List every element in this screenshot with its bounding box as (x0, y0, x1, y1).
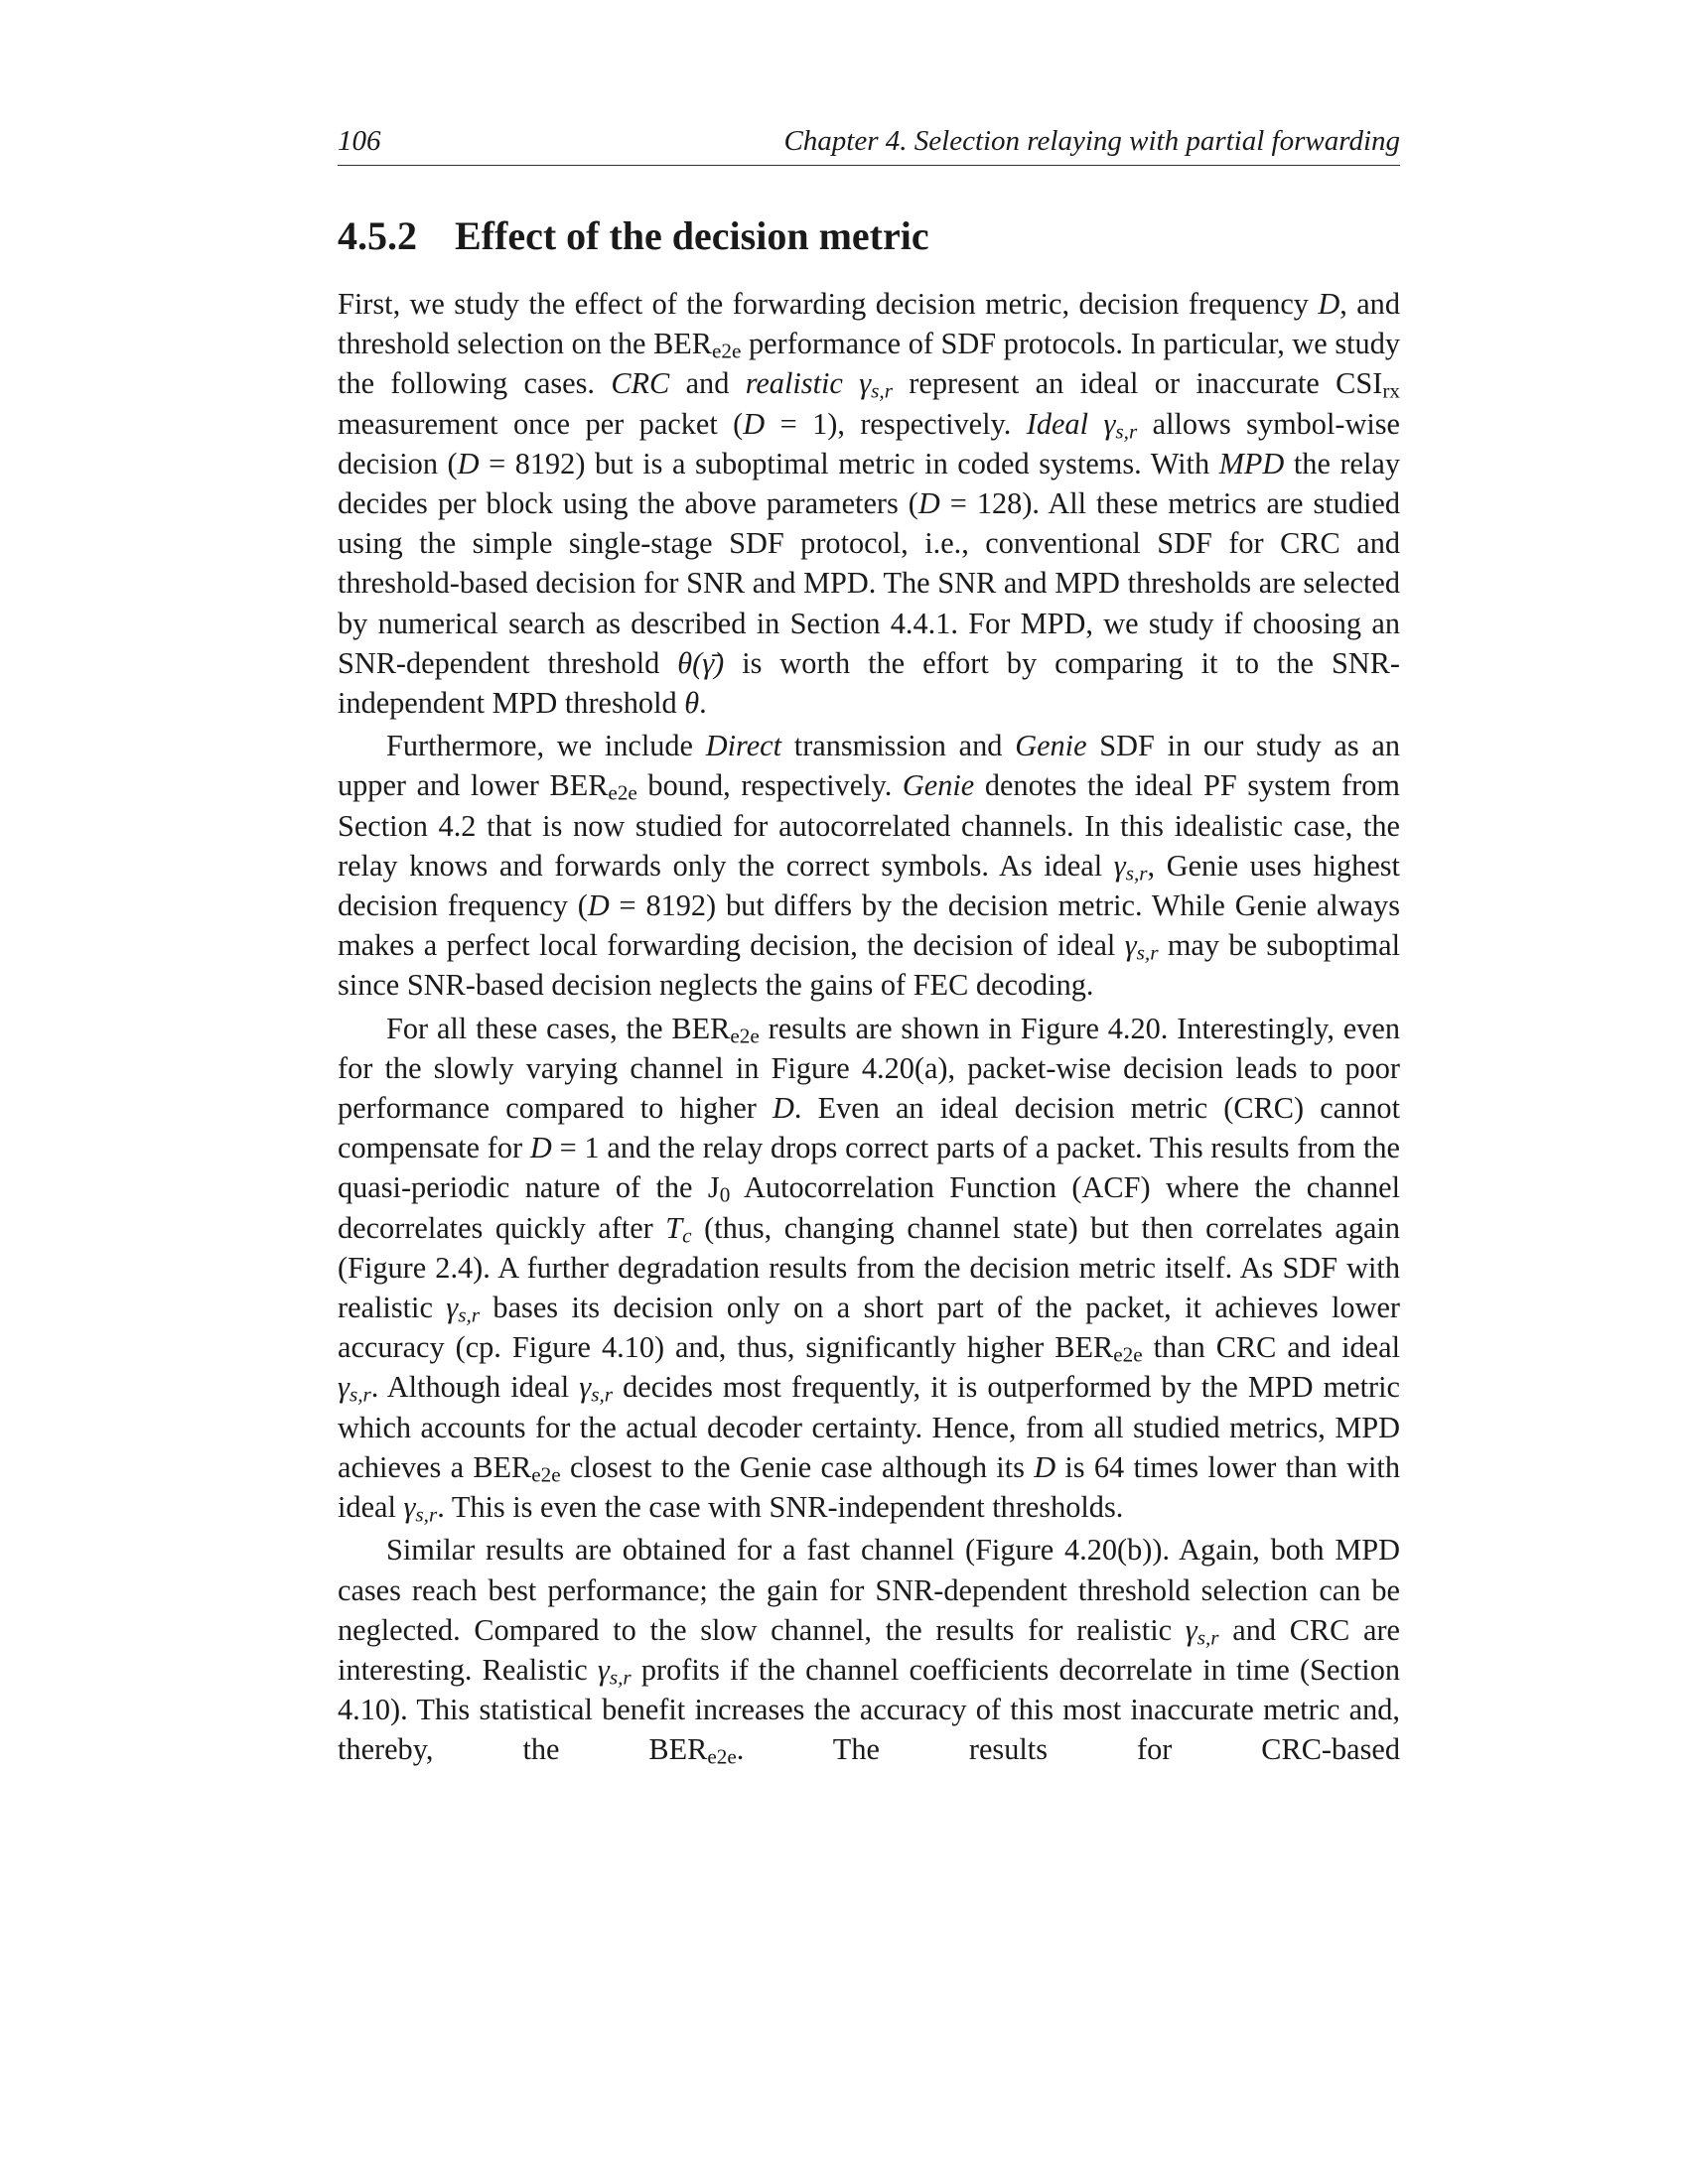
page-number: 106 (338, 125, 381, 157)
chapter-title: Chapter 4. Selection relaying with partial forwarding (783, 125, 1400, 157)
paragraph-2: Furthermore, we include Direct transmission and Genie SDF in our study as an upper and lower $BER_{e2e}$ bound, respectively. Genie denotes the ideal PF system from Section 4.2 that is now studied for autocorrelated channels. In this idealistic case, the relay knows and forwards only the correct symbols. As ideal $\gamma_{s,r}$, Genie uses highest decision frequency (D = 8192) but differs by the decision metric. While Genie always makes a perfect local forwarding decision, the decision of ideal $\gamma_{s,r}$ may be suboptimal since SNR-based decision neglects the gains of FEC decoding. (338, 729, 1401, 1003)
body-text (338, 284, 1400, 1773)
paragraph-3: For all these cases, the $BER_{e2e}$ results are shown in Figure 4.20. Interestingly, even for the slowly varying channel in Figure 4.20(a), packet-wise decision leads to poor performance compared to higher D. Even an ideal decision metric (CRC) cannot compensate for D = 1 and the relay drops correct parts of a packet. This results from the quasi-periodic nature of the $J_0$ Autocorrelation Function (ACF) where the channel decorrelates quickly after $T_c$ (thus, changing channel state) but then correlates again (Figure 2.4). A further degradation results from the decision metric itself. As SDF with realistic $\gamma_{s,r}$ bases its decision only on a short part of the packet, it achieves lower accuracy (cp. Figure 4.10) and, thus, significantly higher $BER_{e2e}$ than CRC and ideal $\gamma_{s,r}$. Although ideal $\gamma_{s,r}$ decides most frequently, it is outperformed by the MPD metric which accounts for the actual decoder certainty. Hence, from all studied metrics, MPD achieves a $BER_{e2e}$ closest to the Genie case although its D is 64 times lower than with ideal $\gamma_{s,r}$. This is even the case with SNR-independent thresholds. (338, 1011, 1401, 1527)
paragraph-1: First, we study the effect of the forwarding decision metric, decision frequency D, and threshold selection on the $BER_{e2e}$ performance of SDF protocols. In particular, we study the following cases. CRC and realistic $\gamma_{s,r}$ represent an ideal or inaccurate $CSI_{rx}$ measurement once per packet (D = 1), respectively. Ideal $\gamma_{s,r}$ allows symbol-wise decision (D = 8192) but is a suboptimal metric in coded systems. With MPD the relay decides per block using the above parameters (D = 128). All these metrics are studied using the simple single-stage SDF protocol, i.e., conventional SDF for CRC and threshold-based decision for SNR and MPD. The SNR and MPD thresholds are selected by numerical search as described in Section 4.4.1. For MPD, we study if choosing an SNR-dependent threshold θ(γ̄) is worth the effort by comparing it to the SNR-independent MPD threshold θ. (338, 287, 1401, 721)
section-number: 4.5.2 (338, 213, 417, 258)
section-title: Effect of the decision metric (455, 213, 929, 258)
running-header (338, 119, 1400, 166)
section-heading (338, 210, 1400, 262)
paragraph-4: Similar results are obtained for a fast channel (Figure 4.20(b)). Again, both MPD cases reach best performance; the gain for SNR-dependent threshold selection can be neglected. Compared to the slow channel, the results for realistic $\gamma_{s,r}$ and CRC are interesting. Realistic $\gamma_{s,r}$ profits if the channel coefficients decorrelate in time (Section 4.10). This statistical benefit increases the accuracy of this most inaccurate metric and, thereby, the $BER_{e2e}$. The results for CRC-based (338, 1533, 1400, 1769)
